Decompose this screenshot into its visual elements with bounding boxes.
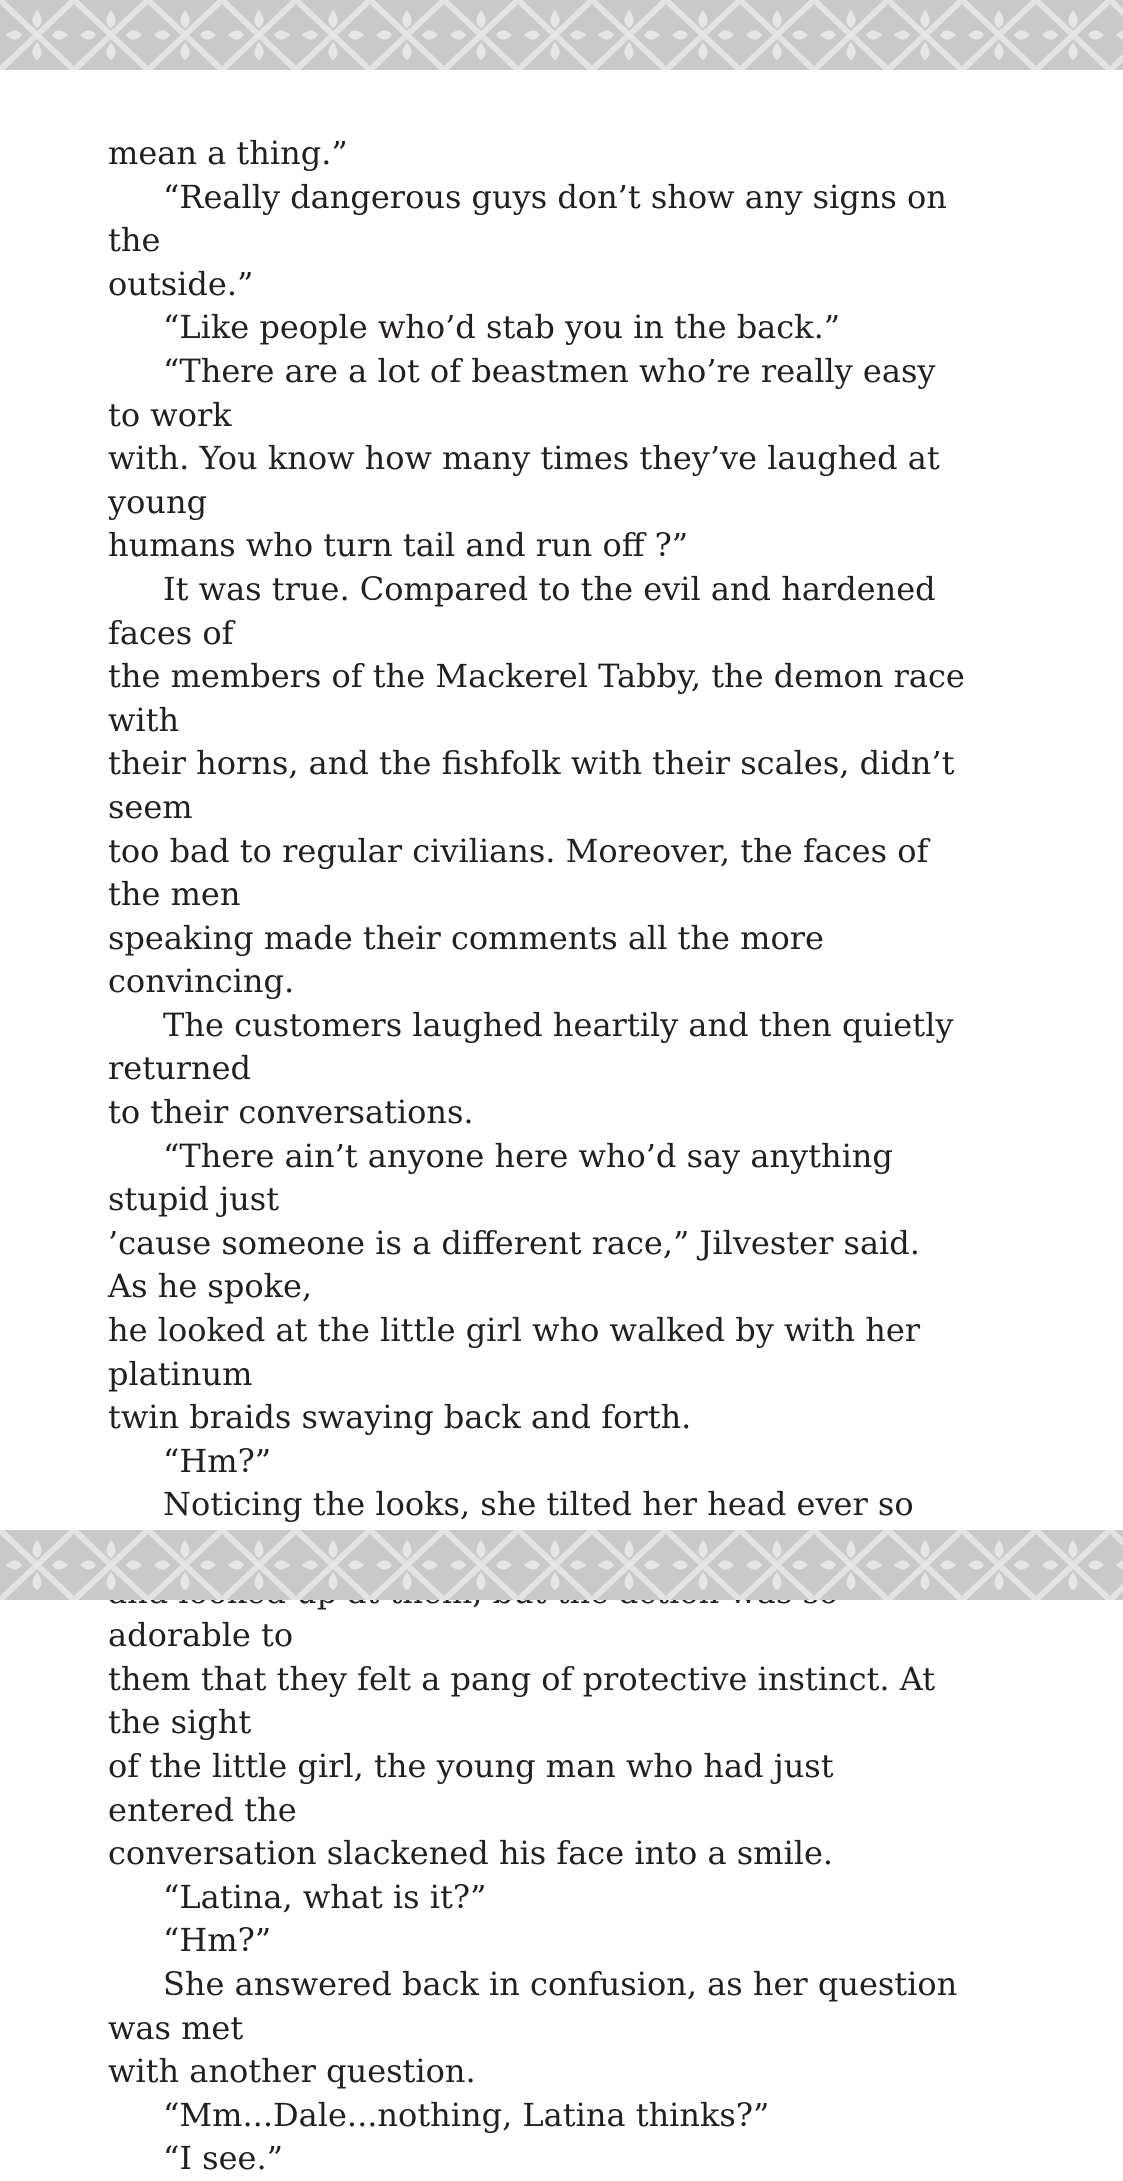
paragraph: “Really dangerous guys don’t show any signs on the outside.”: [108, 177, 947, 303]
paragraph: “Hm?”: [163, 1921, 272, 1960]
paragraph: “Mm...Dale...nothing, Latina thinks?”: [163, 2095, 770, 2134]
paragraph: “There are a lot of beastmen who’re really easy to work with. You know how many times they’ve laughed at young humans who turn tail and run off ?”: [108, 351, 940, 565]
paragraph: She answered back in confusion, as her question was met with another question.: [108, 1964, 958, 2091]
top-decorative-border: [0, 0, 1123, 70]
paragraph: It was true. Compared to the evil and hardened faces of the members of the Mackerel Tabby, the demon race with their horns, and the fishfolk with their scales, didn’t seem too bad to regular civilians. Moreover, the faces of the men speaking made their comments all the more convincing.: [108, 569, 965, 1001]
paragraph: “Like people who’d stab you in the back.”: [163, 308, 841, 347]
paragraph: “Latina, what is it?”: [163, 1877, 487, 1916]
paragraph: Noticing the looks, she tilted her head ever so adorable to them that they felt a pang of protective instinct. At the sight of the little girl, the young man who had just entered the conversation slackened his face into a smile.: [108, 1485, 936, 1873]
paragraph: “There ain’t anyone here who’d say anything stupid just ’cause someone is a different race,” Jilvester said. As he spoke, he looked at the little girl who walked by with her platinum twin braids swaying back and forth.: [108, 1136, 921, 1437]
paragraph: The customers laughed heartily and then quietly returned to their conversations.: [108, 1005, 954, 1132]
fleur-lattice-pattern-icon: [0, 0, 1123, 70]
paragraph: “I see.”: [163, 2139, 283, 2178]
page-body-text: [108, 132, 968, 2181]
paragraph: mean a thing.”: [108, 134, 348, 172]
bottom-decorative-border: [0, 1530, 1123, 1600]
fleur-lattice-pattern-icon: [0, 1530, 1123, 1600]
paragraph: “Hm?”: [163, 1441, 272, 1480]
